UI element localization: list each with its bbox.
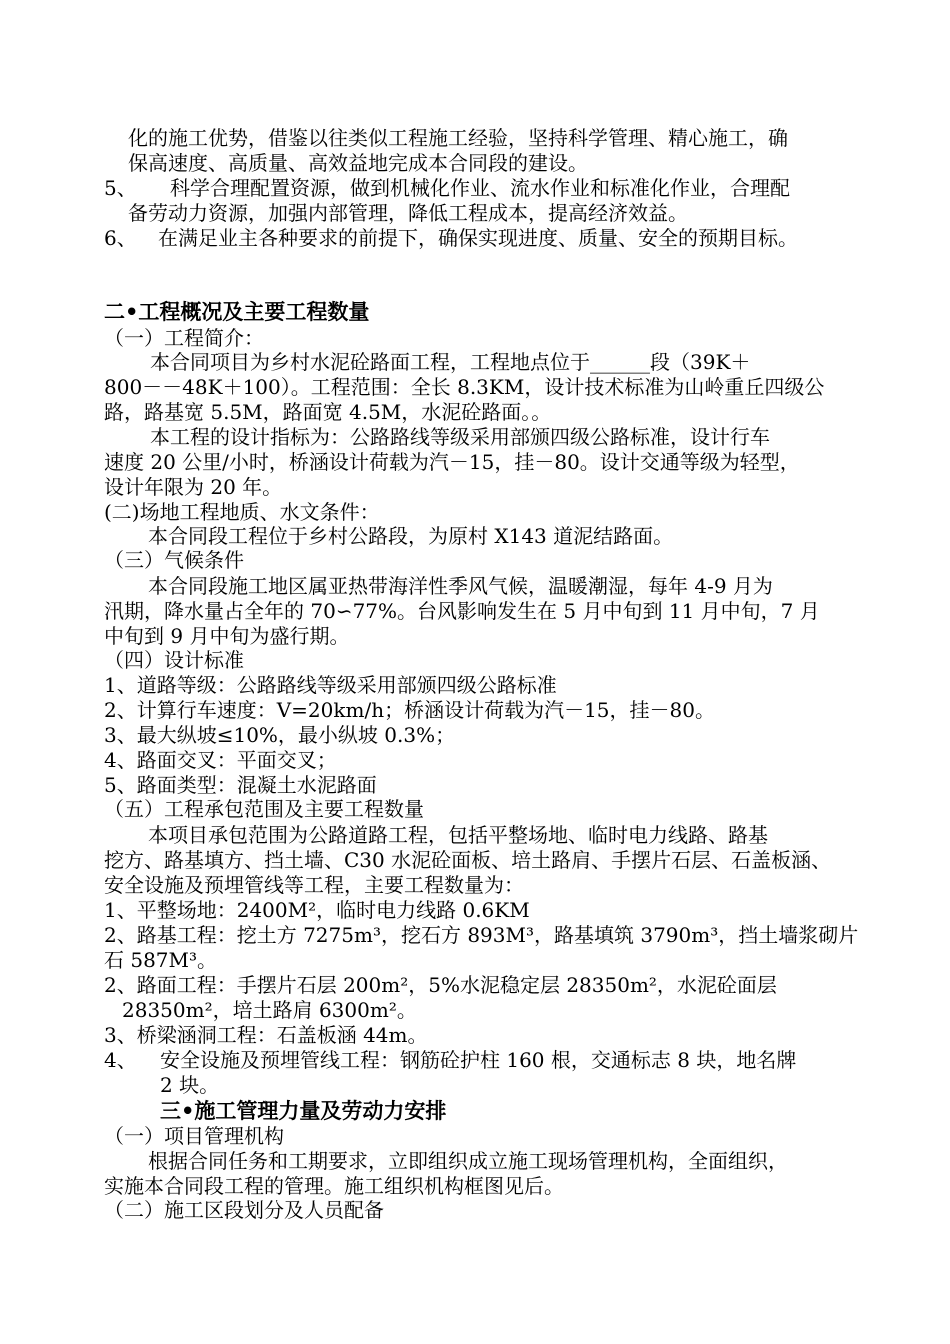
subsection-heading: （一）工程简介： — [104, 326, 264, 350]
list-item-continuation: 28350m²，培土路肩 6300m²。 — [122, 998, 417, 1022]
paragraph-line: 速度 20 公里/小时，桥涵设计荷载为汽－15，挂－80。设计交通等级为轻型， — [104, 450, 800, 474]
list-item: 5、路面类型：混凝土水泥路面 — [104, 773, 377, 797]
paragraph-line: 设计年限为 20 年。 — [104, 475, 283, 499]
section-heading: 二•工程概况及主要工程数量 — [104, 300, 370, 324]
paragraph-line: 保高速度、高质量、高效益地完成本合同段的建设。 — [128, 151, 588, 175]
paragraph-line: 备劳动力资源，加强内部管理，降低工程成本，提高经济效益。 — [128, 201, 688, 225]
list-item: 4、路面交叉：平面交叉； — [104, 748, 337, 772]
paragraph-line: 本合同段工程位于乡村公路段，为原村 X143 道泥结路面。 — [148, 524, 674, 548]
list-item-continuation: 2 块。 — [160, 1073, 220, 1097]
paragraph-line: 实施本合同段工程的管理。施工组织机构框图见后。 — [104, 1174, 564, 1198]
list-item: 1、道路等级：公路路线等级采用部颁四级公路标准 — [104, 673, 557, 697]
paragraph-line: 化的施工优势，借鉴以往类似工程施工经验，坚持科学管理、精心施工，确 — [128, 126, 788, 150]
subsection-heading: （五）工程承包范围及主要工程数量 — [104, 797, 424, 821]
list-number: 4、 — [104, 1048, 137, 1072]
list-item-text: 安全设施及预埋管线工程：钢筋砼护柱 160 根，交通标志 8 块，地名牌 — [160, 1048, 797, 1072]
list-item: 3、桥梁涵洞工程：石盖板涵 44m。 — [104, 1023, 428, 1047]
paragraph-line: 根据合同任务和工期要求，立即组织成立施工现场管理机构，全面组织， — [148, 1149, 788, 1173]
paragraph-line: 安全设施及预埋管线等工程，主要工程数量为： — [104, 873, 524, 897]
paragraph-line: 本合同段施工地区属亚热带海洋性季风气候，温暖潮湿，每年 4-9 月为 — [148, 574, 773, 598]
paragraph-line: 本工程的设计指标为：公路路线等级采用部颁四级公路标准，设计行车 — [150, 425, 770, 449]
paragraph-line: 挖方、路基填方、挡土墙、C30 水泥砼面板、培土路肩、手摆片石层、石盖板涵、 — [104, 848, 832, 872]
list-item: 2、路基工程：挖土方 7275m³，挖石方 893M³，路基填筑 3790m³，挡土墙浆砌片 — [104, 923, 859, 947]
subsection-heading: （四）设计标准 — [104, 648, 244, 672]
list-item: 2、计算行车速度：V=20km/h；桥涵设计荷载为汽－15，挂－80。 — [104, 698, 715, 722]
subsection-heading: （一）项目管理机构 — [104, 1124, 284, 1148]
subsection-heading: （二）施工区段划分及人员配备 — [104, 1198, 384, 1222]
paragraph-line: 800－－48K＋100）。工程范围：全长 8.3KM，设计技术标准为山岭重丘四级公 — [104, 375, 825, 399]
paragraph-line: 本项目承包范围为公路道路工程，包括平整场地、临时电力线路、路基 — [148, 823, 768, 847]
list-item-continuation: 石 587M³。 — [104, 948, 218, 972]
list-item: 1、平整场地：2400M²，临时电力线路 0.6KM — [104, 898, 530, 922]
list-item: 2、路面工程：手摆片石层 200m²，5%水泥稳定层 28350m²，水泥砼面层 — [104, 973, 777, 997]
list-item-text: 科学合理配置资源，做到机械化作业、流水作业和标准化作业，合理配 — [170, 176, 790, 200]
paragraph-line: 汛期，降水量占全年的 70∽77%。台风影响发生在 5 月中旬到 11 月中旬，7 月 — [104, 599, 820, 623]
subsection-heading: （三）气候条件 — [104, 548, 244, 572]
list-number: 6、 — [104, 226, 137, 250]
section-heading: 三•施工管理力量及劳动力安排 — [160, 1099, 447, 1123]
paragraph-line: 中旬到 9 月中旬为盛行期。 — [104, 624, 350, 648]
list-number: 5、 — [104, 176, 137, 200]
subsection-heading: (二)场地工程地质、水文条件： — [104, 500, 380, 524]
list-item: 3、最大纵坡≤10%，最小纵坡 0.3%； — [104, 723, 456, 747]
paragraph-line: 路，路基宽 5.5M，路面宽 4.5M，水泥砼路面。。 — [104, 400, 552, 424]
list-item-text: 在满足业主各种要求的前提下，确保实现进度、质量、安全的预期目标。 — [158, 226, 798, 250]
paragraph-line: 本合同项目为乡村水泥砼路面工程，工程地点位于______段（39K＋ — [150, 350, 751, 374]
